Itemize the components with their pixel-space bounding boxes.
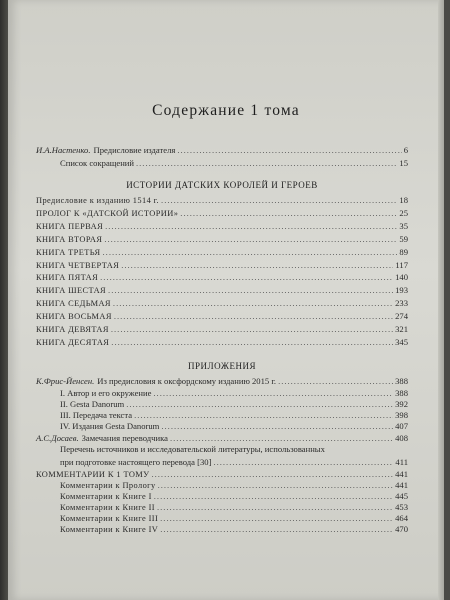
toc-entry xyxy=(36,375,408,387)
leader-dots xyxy=(111,323,393,335)
leader-dots xyxy=(161,194,397,206)
toc-entry-title: КНИГА ДЕВЯТАЯ xyxy=(36,325,109,334)
toc-entry-author: И.А.Настенко. xyxy=(36,145,91,155)
sources-line: Перечень источников и исследовательской литературы, использованных xyxy=(60,444,325,454)
leader-dots xyxy=(180,207,397,219)
toc-entry xyxy=(36,523,408,535)
toc-entry xyxy=(36,246,408,258)
section-heading: ПРИЛОЖЕНИЯ xyxy=(188,361,256,371)
toc-entry-page: 140 xyxy=(395,272,408,283)
leader-dots xyxy=(103,246,398,258)
leader-dots xyxy=(105,220,397,232)
toc-entry-page: 321 xyxy=(395,324,408,334)
toc-entry xyxy=(36,220,408,232)
leader-dots xyxy=(160,523,393,535)
toc-entry-title: I. Автор и его окружение xyxy=(60,388,152,398)
toc-entry xyxy=(36,310,408,322)
leader-dots xyxy=(136,157,397,169)
toc-entry-title: Из предисловия к оксфордскому изданию 2015 г. xyxy=(97,376,277,386)
section-heading: ИСТОРИИ ДАТСКИХ КОРОЛЕЙ И ГЕРОЕВ xyxy=(126,180,318,190)
toc-entry xyxy=(36,157,408,169)
toc-entry-title: Замечания переводчика xyxy=(81,433,168,443)
toc-entry-title: Предисловие к изданию 1514 г. xyxy=(36,196,160,205)
toc-entry-page: 407 xyxy=(395,421,408,431)
toc-entry-page: 6 xyxy=(403,145,408,155)
toc-entry-page: 388 xyxy=(395,388,408,398)
leader-dots xyxy=(111,336,393,348)
toc-entry xyxy=(36,456,408,468)
toc-entry-page: 193 xyxy=(395,285,408,296)
toc-entry-title: IV. Издания Gesta Danorum xyxy=(60,421,160,431)
toc-entry xyxy=(36,194,408,206)
toc-entry-title: II. Gesta Danorum xyxy=(60,399,125,409)
page-edge xyxy=(438,0,444,600)
leader-dots xyxy=(177,144,401,156)
leader-dots xyxy=(104,233,397,245)
toc-entry-title: Комментарии к Книге IV xyxy=(60,525,159,534)
toc-entry-page: 445 xyxy=(395,491,408,501)
leader-dots xyxy=(108,284,393,296)
toc-entry-page: 233 xyxy=(395,298,408,309)
toc-entry-page: 392 xyxy=(395,399,408,409)
leader-dots xyxy=(100,271,393,283)
toc-entry-page: 470 xyxy=(395,524,408,534)
toc-entry-page: 464 xyxy=(395,513,408,523)
toc-entry xyxy=(36,323,408,335)
toc-entry-title: Комментарии к Прологу xyxy=(60,481,156,490)
toc-entry-title: КНИГА СЕДЬМАЯ xyxy=(36,299,111,309)
toc-entry-title: КНИГА ТРЕТЬЯ xyxy=(36,247,101,257)
toc-entry-title: Комментарии к Книге III xyxy=(60,514,159,523)
toc-entry-title: КНИГА ЧЕТВЕРТАЯ xyxy=(36,260,120,270)
toc-entry-page: 15 xyxy=(399,158,408,168)
toc-entry-page: 453 xyxy=(395,502,408,512)
toc-entry-page: 411 xyxy=(395,457,408,467)
toc-entry-page: 408 xyxy=(395,433,408,443)
toc-entry-author: К.Фрис-Йенсен. xyxy=(36,376,95,386)
toc-entry xyxy=(36,284,408,296)
toc-entry xyxy=(36,207,408,219)
toc-entry xyxy=(36,271,408,283)
toc-entry xyxy=(36,233,408,245)
toc-entry-page: 18 xyxy=(399,195,408,205)
toc-entry xyxy=(36,336,408,348)
toc-entry-title: при подготовке настоящего перевода [30] xyxy=(60,457,212,467)
toc-entry xyxy=(36,297,408,309)
toc-entry-page: 59 xyxy=(399,233,408,244)
book-page xyxy=(8,0,444,600)
leader-dots xyxy=(161,420,393,432)
toc-entry-page: 35 xyxy=(399,220,408,231)
toc-entry-page: 117 xyxy=(395,259,408,270)
toc-entry-title: Комментарии к Книге II xyxy=(60,503,155,512)
toc-entry-title: Комментарии к Книге I xyxy=(60,492,152,501)
toc-entry-page: 345 xyxy=(395,336,408,347)
toc-entry-title: III. Передача текста xyxy=(60,410,133,420)
toc-entry xyxy=(36,432,408,444)
toc-entry-title: КНИГА ШЕСТАЯ xyxy=(36,286,107,296)
toc-entry-page: 274 xyxy=(395,311,408,322)
toc-entry-page: 441 xyxy=(395,480,408,490)
toc-entry-title: КНИГА ДЕСЯТАЯ xyxy=(36,337,110,347)
toc-entry-page: 89 xyxy=(399,246,408,257)
leader-dots xyxy=(121,259,393,271)
leader-dots xyxy=(114,310,393,322)
leader-dots xyxy=(278,375,393,387)
leader-dots xyxy=(213,456,393,468)
toc-entry xyxy=(36,259,408,271)
toc-entry-page: 388 xyxy=(395,376,408,386)
toc-entry-title: КНИГА ПЕРВАЯ xyxy=(36,221,104,231)
toc-entry-title: КНИГА ВОСЬМАЯ xyxy=(36,312,112,322)
toc-entry-title: КНИГА ПЯТАЯ xyxy=(36,273,99,283)
toc-entry-title: Список сокращений xyxy=(60,158,134,168)
toc-entry-page: 398 xyxy=(395,410,408,420)
toc-entry-title: Предисловие издателя xyxy=(93,145,176,155)
toc-entry-title: КНИГА ВТОРАЯ xyxy=(36,234,103,244)
leader-dots xyxy=(170,432,393,444)
toc-entry-title: ПРОЛОГ К «ДАТСКОЙ ИСТОРИИ» xyxy=(36,208,179,218)
page-title: Содержание 1 тома xyxy=(152,102,300,119)
toc-entry-title: КОММЕНТАРИИ К 1 ТОМУ xyxy=(36,470,150,479)
leader-dots xyxy=(113,297,393,309)
toc-entry xyxy=(36,144,408,156)
toc-entry-page: 25 xyxy=(399,207,408,218)
toc-entry-author: А.С.Досаев. xyxy=(36,433,79,443)
toc-entry xyxy=(36,420,408,432)
toc-entry-page: 441 xyxy=(395,469,408,479)
